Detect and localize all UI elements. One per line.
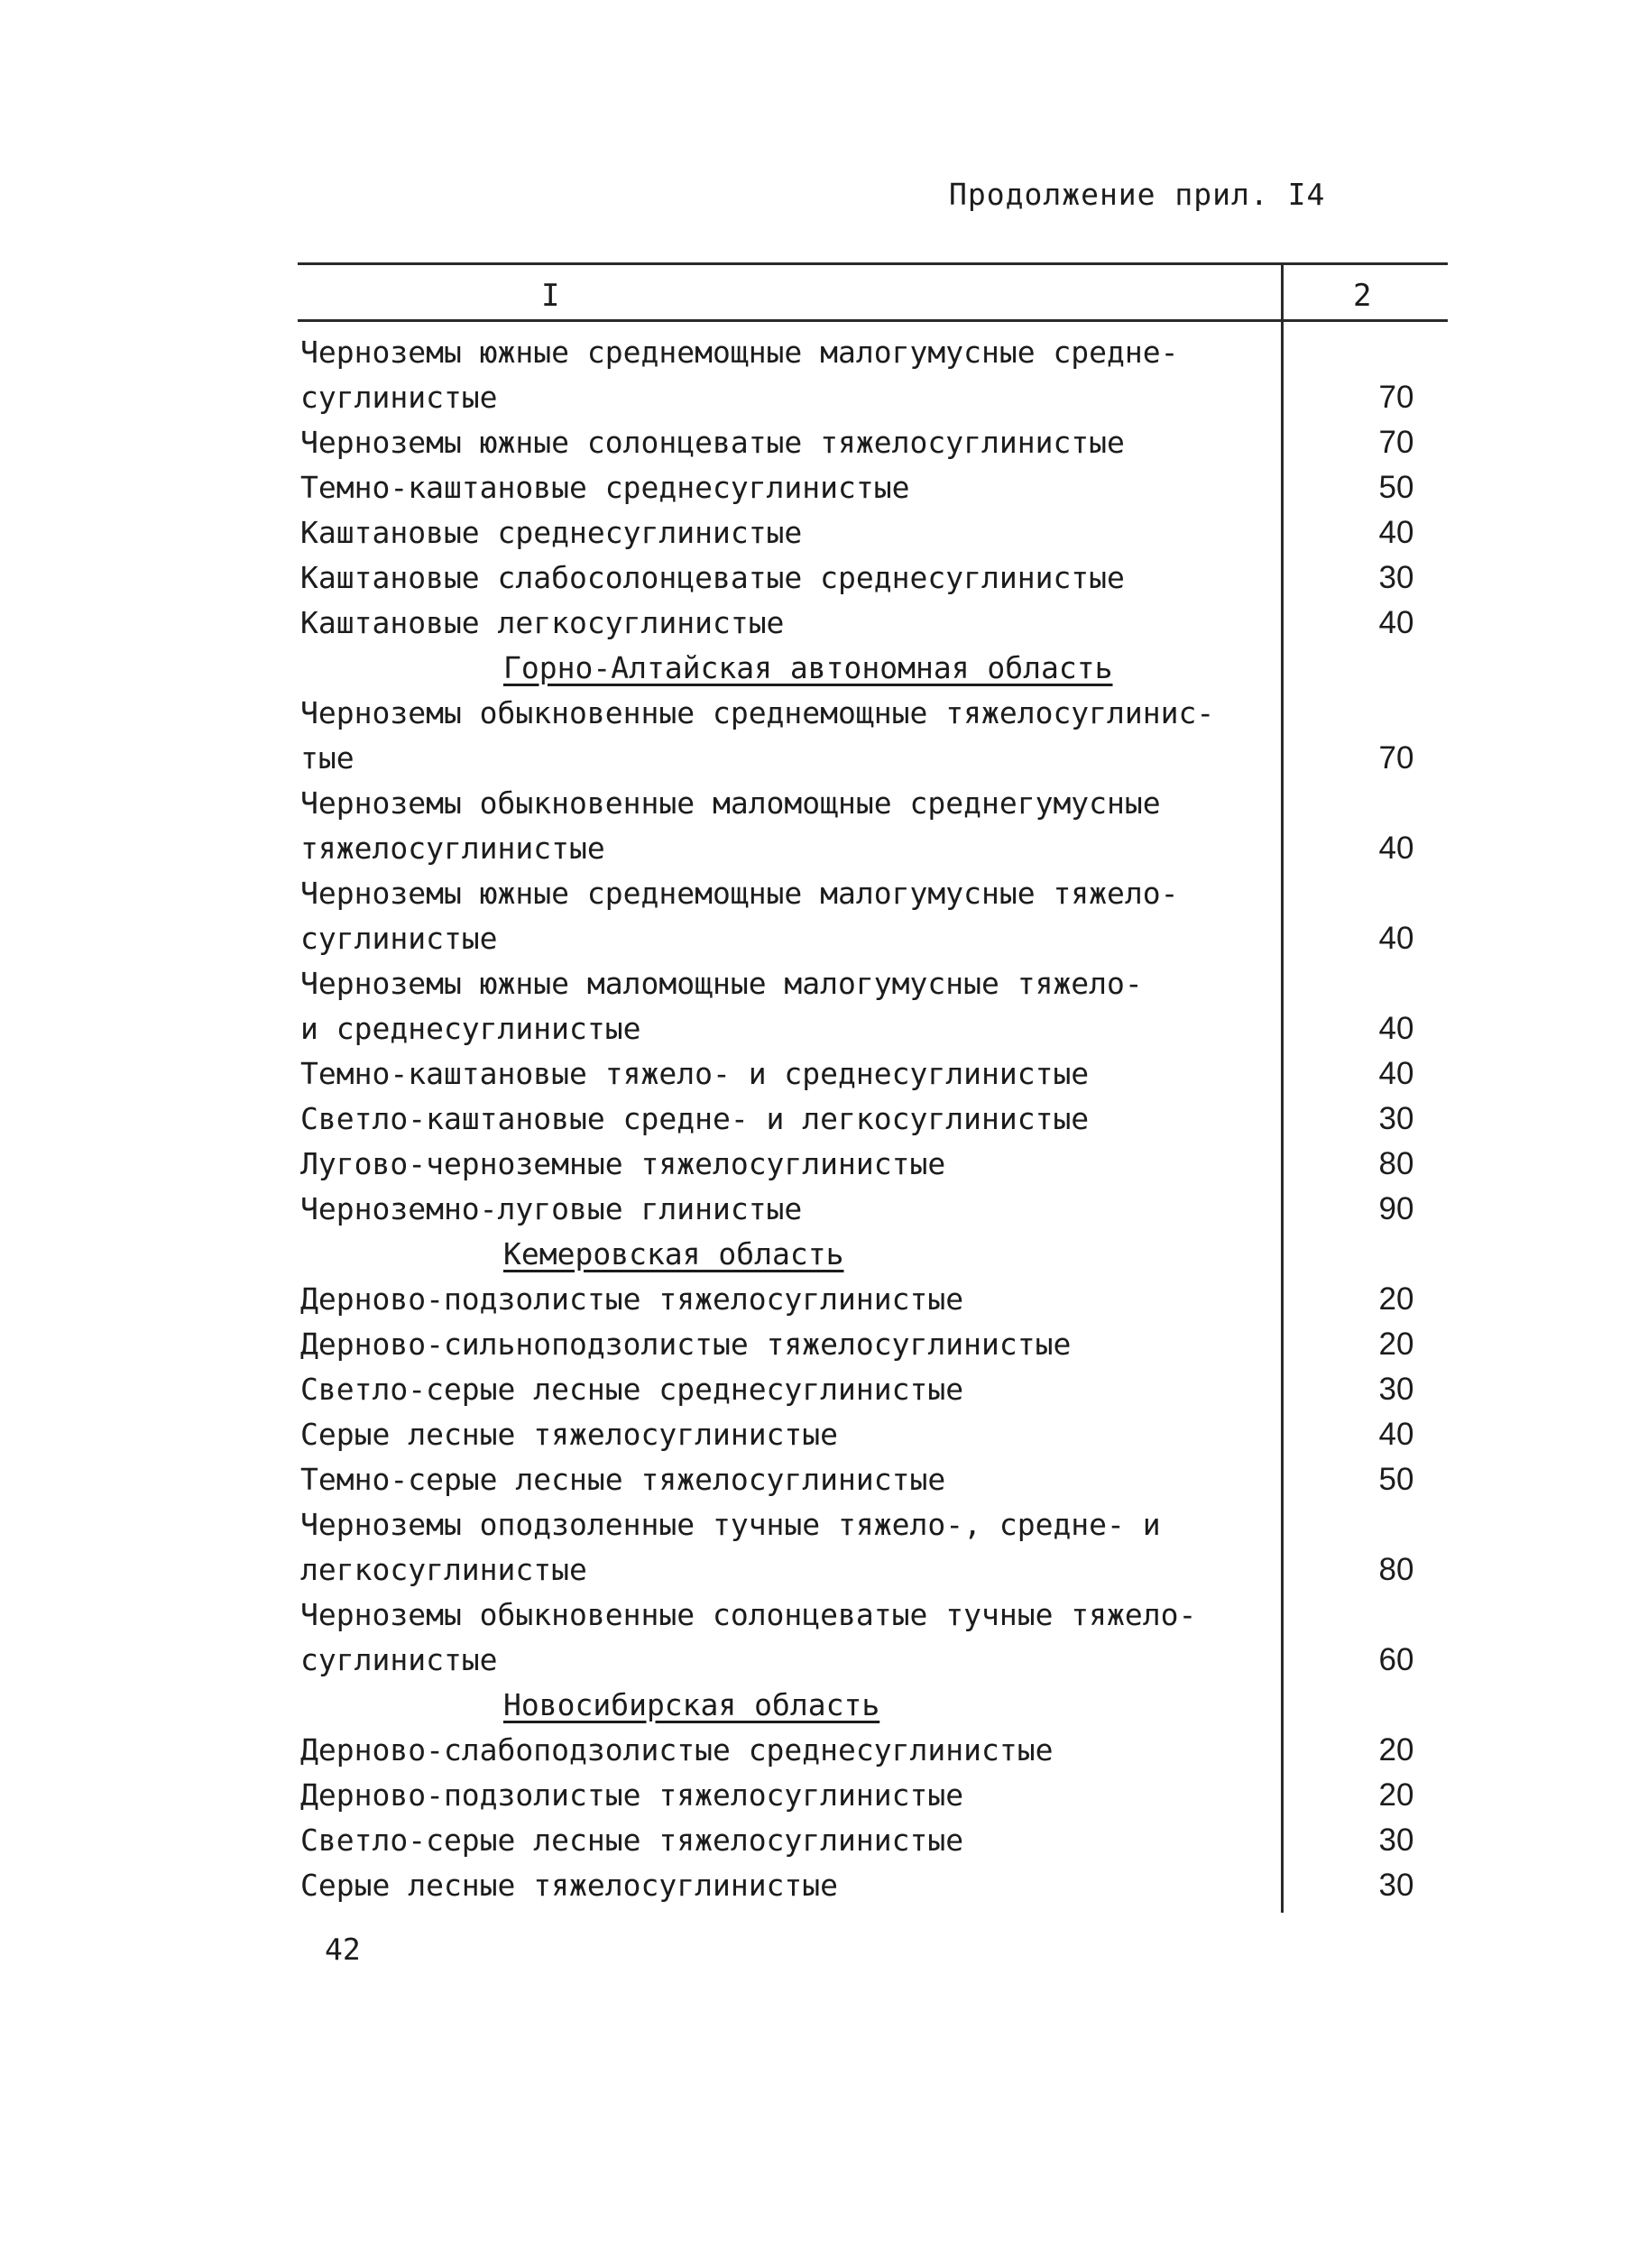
soil-type: и среднесуглинистые (300, 1011, 641, 1046)
soil-type: Черноземы южные маломощные малогумусные тяжело- (300, 966, 1143, 1001)
soil-value: 20 (1378, 1732, 1414, 1768)
soil-value: 50 (1378, 1462, 1414, 1497)
soil-type: Светло-серые лесные тяжелосуглинистые (300, 1823, 964, 1858)
soil-value: 80 (1378, 1552, 1414, 1587)
soil-type: Дерново-подзолистые тяжелосуглинистые (300, 1281, 964, 1317)
soil-type: Дерново-сильноподзолистые тяжелосуглинистые (300, 1327, 1072, 1362)
table-top-rule (298, 262, 1448, 265)
soil-value: 70 (1378, 740, 1414, 776)
soil-type: тяжелосуглинистые (300, 831, 605, 866)
soil-value: 80 (1378, 1146, 1414, 1181)
continuation-label: Продолжение прил. I4 (949, 177, 1326, 212)
table-row (300, 691, 1446, 736)
soil-value: 30 (1378, 1823, 1414, 1858)
soil-type: Светло-серые лесные среднесуглинистые (300, 1372, 964, 1407)
table-body (300, 330, 1446, 1908)
table-row (300, 916, 1446, 961)
table-row (300, 556, 1446, 601)
table-row (300, 1097, 1446, 1142)
table-row (300, 1367, 1446, 1412)
soil-type: Каштановые слабосолонцеватые среднесуглинистые (300, 560, 1125, 595)
table-row (300, 1187, 1446, 1232)
soil-value: 40 (1378, 1011, 1414, 1046)
soil-type: Черноземы обыкновенные солонцеватые тучные тяжело- (300, 1597, 1197, 1632)
soil-value: 70 (1378, 380, 1414, 415)
soil-value: 20 (1378, 1327, 1414, 1362)
soil-type: Темно-серые лесные тяжелосуглинистые (300, 1462, 946, 1497)
soil-type: Серые лесные тяжелосуглинистые (300, 1417, 839, 1452)
soil-type: Каштановые среднесуглинистые (300, 515, 803, 550)
region-title: Горно-Алтайская автономная область (503, 650, 1113, 685)
table-row (300, 1547, 1446, 1593)
column-header-2: 2 (1353, 278, 1372, 314)
soil-value: 40 (1378, 515, 1414, 550)
page-number: 42 (325, 1932, 361, 1967)
table-row (300, 1457, 1446, 1502)
soil-type: Дерново-слабоподзолистые среднесуглинистые (300, 1732, 1054, 1768)
soil-type: Светло-каштановые средне- и легкосуглинистые (300, 1101, 1090, 1136)
region-heading (300, 646, 1446, 691)
soil-value: 30 (1378, 1868, 1414, 1903)
soil-value: 50 (1378, 470, 1414, 505)
soil-type: Черноземы обыкновенные маломощные среднегумусные (300, 785, 1161, 821)
soil-type: Черноземы оподзоленные тучные тяжело-, средне- и (300, 1507, 1161, 1542)
region-title: Новосибирская область (503, 1687, 880, 1722)
table-row (300, 1277, 1446, 1322)
region-heading (300, 1683, 1446, 1728)
table-row (300, 1142, 1446, 1187)
soil-type: тые (300, 740, 354, 776)
table-row (300, 375, 1446, 420)
soil-type: Черноземы южные солонцеватые тяжелосуглинистые (300, 425, 1125, 460)
soil-type: Черноземно-луговые глинистые (300, 1191, 803, 1226)
table-row (300, 1638, 1446, 1683)
soil-type: легкосуглинистые (300, 1552, 587, 1587)
soil-type: Темно-каштановые тяжело- и среднесуглинистые (300, 1056, 1090, 1091)
soil-type: суглинистые (300, 921, 498, 956)
table-row (300, 1322, 1446, 1367)
table-row (300, 510, 1446, 556)
soil-value: 40 (1378, 921, 1414, 956)
table-row (300, 781, 1446, 826)
table-row (300, 1593, 1446, 1638)
table-row (300, 826, 1446, 871)
table-row (300, 420, 1446, 465)
soil-type: Дерново-подзолистые тяжелосуглинистые (300, 1777, 964, 1813)
soil-value: 20 (1378, 1777, 1414, 1813)
table-row (300, 1863, 1446, 1908)
table-row (300, 1051, 1446, 1097)
soil-type: Черноземы обыкновенные среднемощные тяжелосуглинис- (300, 695, 1215, 730)
table-row (300, 465, 1446, 510)
soil-value: 40 (1378, 1417, 1414, 1452)
table-row (300, 1412, 1446, 1457)
table-row (300, 961, 1446, 1006)
soil-type: суглинистые (300, 380, 498, 415)
soil-value: 30 (1378, 1372, 1414, 1407)
table-header-rule (298, 319, 1448, 322)
table-row (300, 871, 1446, 916)
soil-type: Черноземы южные среднемощные малогумусные тяжело- (300, 876, 1179, 911)
soil-type: Темно-каштановые среднесуглинистые (300, 470, 910, 505)
table-row (300, 1728, 1446, 1773)
soil-value: 40 (1378, 605, 1414, 640)
table-row (300, 601, 1446, 646)
soil-type: Черноземы южные среднемощные малогумусные средне- (300, 335, 1179, 370)
soil-type: Лугово-черноземные тяжелосуглинистые (300, 1146, 946, 1181)
table-row (300, 736, 1446, 781)
column-header-1: I (541, 278, 560, 314)
region-heading (300, 1232, 1446, 1277)
soil-value: 40 (1378, 1056, 1414, 1091)
region-title: Кемеровская область (503, 1236, 844, 1272)
soil-value: 30 (1378, 560, 1414, 595)
soil-type: Серые лесные тяжелосуглинистые (300, 1868, 839, 1903)
table-row (300, 1818, 1446, 1863)
table-row (300, 1773, 1446, 1818)
soil-value: 60 (1378, 1642, 1414, 1677)
table-row (300, 1502, 1446, 1547)
soil-value: 20 (1378, 1281, 1414, 1317)
soil-value: 70 (1378, 425, 1414, 460)
soil-value: 40 (1378, 831, 1414, 866)
soil-value: 90 (1378, 1191, 1414, 1226)
soil-type: суглинистые (300, 1642, 498, 1677)
soil-type: Каштановые легкосуглинистые (300, 605, 785, 640)
table-row (300, 330, 1446, 375)
soil-value: 30 (1378, 1101, 1414, 1136)
table-row (300, 1006, 1446, 1051)
